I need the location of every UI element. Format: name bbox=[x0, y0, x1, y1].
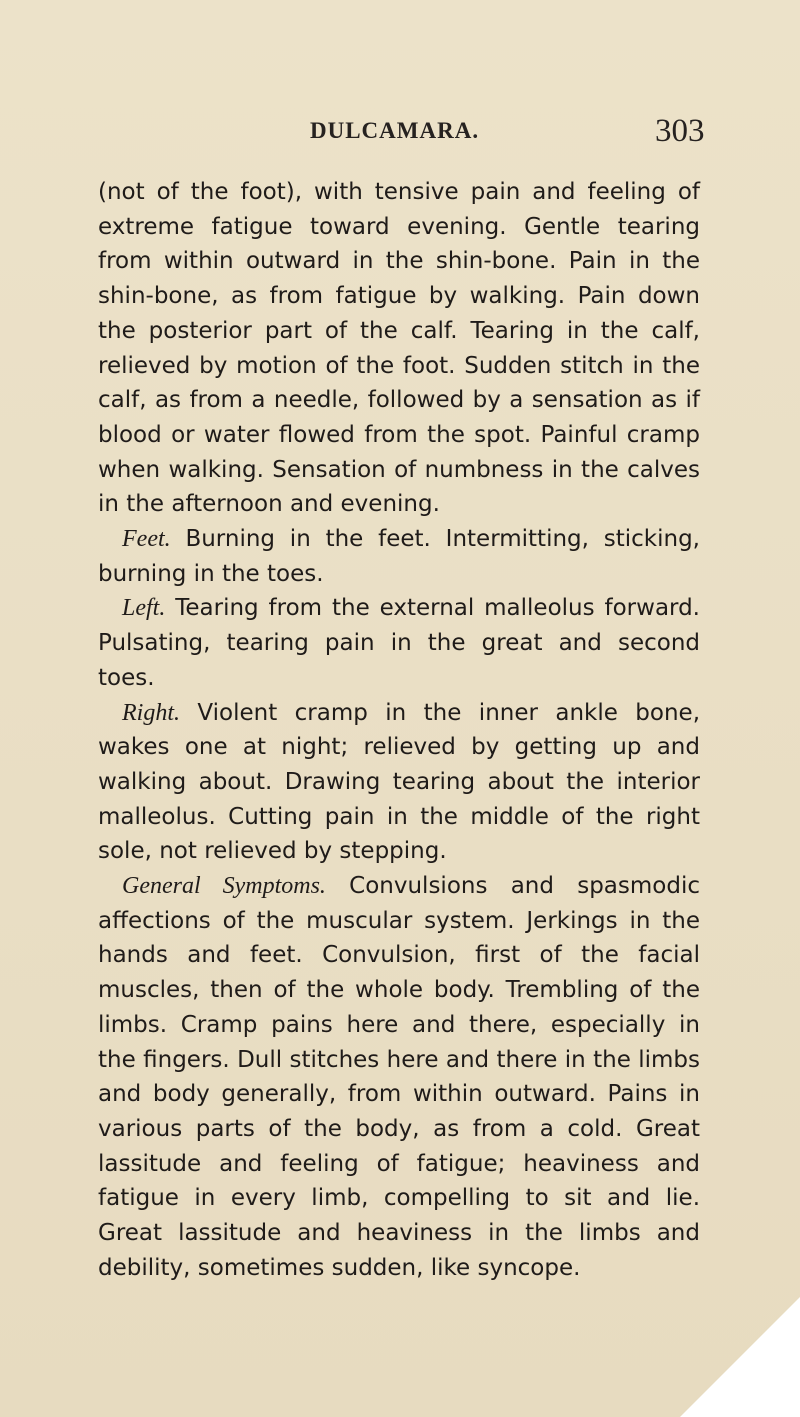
paragraph-right bbox=[98, 696, 700, 870]
page-number: 303 bbox=[655, 113, 705, 149]
paragraph-feet bbox=[98, 522, 700, 591]
paragraph-left bbox=[98, 591, 700, 695]
running-head bbox=[0, 113, 800, 156]
paragraph-general-symptoms bbox=[98, 869, 700, 1285]
section-heading-feet: Feet. bbox=[122, 526, 171, 553]
running-title: DULCAMARA. bbox=[310, 118, 480, 143]
paragraph-text: (not of the foot), with tensive pain and feeling of extreme fatigue toward evening. Gentle tearing from within outward in the shin-bone. Pain in the shin-bone, as from fatigue by walking. Pain down the posterior part of the calf. Tearing in the calf, relieved by motion of the foot. Sudden stitch in the calf, as from a needle, followed by a sensation as if blood or water flowed from the spot. Painful cramp when walking. Sensation of numbness in the calves in the afternoon and evening. bbox=[98, 179, 700, 518]
paragraph-text: Burning in the feet. Intermitting, sticking, burning in the toes. bbox=[98, 526, 700, 587]
paragraph-text: Tearing from the external malleolus forward. Pulsating, tearing pain in the great and second toes. bbox=[98, 595, 700, 691]
section-heading-left: Left. bbox=[122, 595, 166, 622]
paragraph-text: Convulsions and spasmodic affections of the muscular system. Jerkings in the hands and feet. Convulsion, first of the facial muscles, then of the whole body. Trembling of the limbs. Cramp pains here and there, especially in the fingers. Dull stitches here and there in the limbs and body generally, from within outward. Pains in various parts of the body, as from a cold. Great lassitude and feeling of fatigue; heaviness and fatigue in every limb, compelling to sit and lie. Great lassitude and heaviness in the limbs and debility, sometimes sudden, like syncope. bbox=[98, 873, 700, 1281]
section-heading-right: Right. bbox=[122, 699, 180, 726]
page-corner-fold bbox=[680, 1297, 800, 1417]
body-text bbox=[98, 175, 700, 1286]
paragraph-text: Violent cramp in the inner ankle bone, wakes one at night; relieved by getting up and walking about. Drawing tearing about the interior malleolus. Cutting pain in the middle of the right sole, not relieved by stepping. bbox=[98, 699, 701, 865]
section-heading-general-symptoms: General Symptoms. bbox=[122, 873, 326, 900]
paragraph-continuation bbox=[98, 175, 700, 522]
